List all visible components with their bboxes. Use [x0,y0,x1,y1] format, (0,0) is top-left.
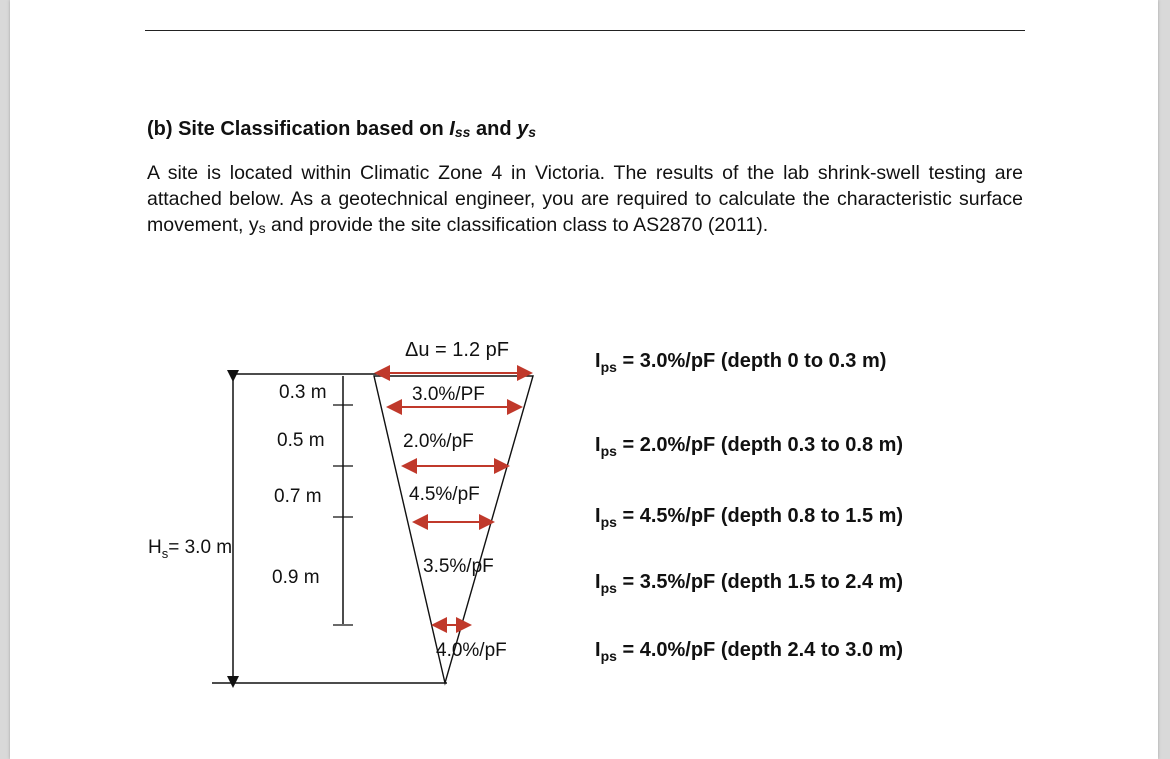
ys-subscript: s [528,124,537,140]
ips-line-5: $I_{ps} = 4.0\%/pF$ (depth 2.4 to 3.0 m) [595,639,904,664]
ips-line-1: $I_{ps} = 3.0\%/pF$ (depth 0 to 0.3 m) [595,350,887,375]
suction-change-label: Δu = 1.2 pF [405,339,509,361]
iss-symbol: I [449,118,455,140]
layer-rate-1: 3.0%/PF [412,384,485,405]
hs-label: $H_s= 3.0$ m [148,537,233,561]
paragraph-part1: A site is located within Climatic Zone 4 in Victoria. The results of the lab shrink-swell testing are attached below. As a geotechnical engineer, you are required to calculate the characteristic surface movement, y [147,162,1023,236]
layer-rate-5: 4.0%/pF [436,640,507,661]
layer-rate-2: 2.0%/pF [403,431,474,452]
iss-subscript: ss [454,124,471,140]
heading-text: (b) Site Classification based on [147,118,450,140]
suction-profile-diagram [10,0,1158,759]
layer-rate-4: 3.5%/pF [423,556,494,577]
layer-thickness-1: 0.3 m [279,382,327,403]
layer-thickness-3: 0.7 m [274,486,322,507]
heading-and: and [470,118,518,140]
ips-line-4: $I_{ps} = 3.5\%/pF$ (depth 1.5 to 2.4 m) [595,571,904,596]
paragraph-part2: and provide the site classification class to AS2870 (2011). [265,214,769,236]
layer-thickness-2: 0.5 m [277,430,325,451]
layer-rate-3: 4.5%/pF [409,484,480,505]
ys-symbol: y [517,118,529,140]
document-page [10,0,1158,759]
suction-triangle [374,376,533,683]
ips-line-3: $I_{ps} = 4.5\%/pF$ (depth 0.8 to 1.5 m) [595,505,904,530]
layer-thickness-4: 0.9 m [272,567,320,588]
ips-line-2: $I_{ps} = 2.0\%/pF$ (depth 0.3 to 0.8 m) [595,434,904,459]
paragraph-ys-subscript: s [258,220,266,236]
